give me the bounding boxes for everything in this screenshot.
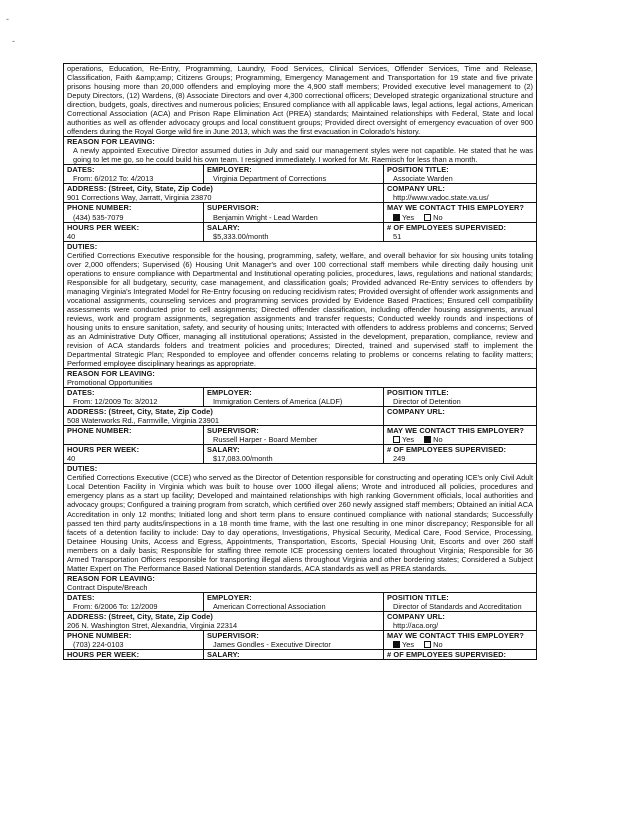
position-label: POSITION TITLE: (387, 388, 449, 398)
contact-no-label: No (433, 639, 443, 649)
employment-history-form (63, 63, 537, 660)
employer-value: Immigration Centers of America (ALDF) (213, 397, 343, 407)
supervisor-label: SUPERVISOR: (207, 426, 259, 436)
position-value: Director of Detention (393, 397, 461, 407)
phone-label: PHONE NUMBER: (67, 630, 132, 640)
address-row (64, 407, 536, 426)
contact-row (64, 426, 536, 445)
reason-value: A newly appointed Executive Director assumed duties in July and said our management styles were not capatible. He stated that he was going to let me go, so he could build his own team. I resigned immediately. I worked for Mr. Raemisch for less than a month. (73, 146, 533, 165)
contact-row (64, 203, 536, 222)
may-contact-label: MAY WE CONTACT THIS EMPLOYER? (387, 426, 525, 436)
reason-label: REASON FOR LEAVING: (67, 137, 155, 147)
hours-row (64, 650, 536, 659)
address-value: 901 Corrections Way, Jarratt, Virginia 23870 (67, 193, 212, 203)
reason-value: Contract Dispute/Breach (67, 582, 148, 592)
hours-row (64, 223, 536, 242)
job-header-row (64, 388, 536, 407)
duties-text: Certified Corrections Executive responsible for the housing, programming, safety, welfare, and overall behavior for six housing units totaling over 2,000 offenders; Supervised (6) Housing Unit Manager's and over 100 correctional staff members while directing daily housing unit operations to ensure compliance with Departmental and Institutional operating policies, procedures, laws, regulations and national standards; Responsible for all budgetary, security, case management, and classification goals; Provided advanced Re-Entry services to offenders by managing Virginia's Integrated Model for Re-Entry focusing on reducing recidivism rates; Provided oversight of offender work assignments and vocational assignments, counseling services and programming services provided by Evidence Based Practices; Ensured cell compatibility assessments were conducted prior to cell assignments; Directed offender classification, including offender housing assignments, annual reviews, work and program assignments, segregation assignments and transfer requests; Conducted weekly rounds and inspections of housing units to ensure sanitation, safety, and security of housing units; Interacted with offenders to address problems and concerns; Served as an Administrative Duty Officer, managing all institutional operations; Assisted in the development, preparation, compliance, review and revision of ACA standards folders and treatment policies and procedures; Directed, trained and supervised staff to implement the Departmental Strategic Plan; Responded to employee and offender concerns relating to problems or concerns relating to facility matters; Performed employee disciplinary hearings as appropriate. (67, 250, 533, 368)
supervisor-value: Russell Harper - Board Member (213, 435, 318, 445)
employer-value: American Correctional Association (213, 601, 326, 611)
contact-no-checkbox[interactable] (424, 641, 431, 648)
scan-mark: - (12, 36, 15, 46)
may-contact-label: MAY WE CONTACT THIS EMPLOYER? (387, 630, 525, 640)
address-row (64, 612, 536, 631)
duties-row (64, 464, 536, 573)
contact-yes-label: Yes (402, 639, 415, 649)
address-label: ADDRESS: (Street, City, State, Zip Code) (67, 611, 213, 621)
dates-value: From: 6/2012 To: 4/2013 (73, 174, 154, 184)
supervisor-label: SUPERVISOR: (207, 630, 259, 640)
supervised-label: # OF EMPLOYEES SUPERVISED: (387, 649, 507, 659)
reason-row (64, 369, 536, 388)
position-label: POSITION TITLE: (387, 165, 449, 175)
dates-label: DATES: (67, 592, 95, 602)
reason-value: Promotional Opportunities (67, 378, 153, 388)
salary-value: $5,333.00/month (213, 231, 269, 241)
supervised-value: 51 (393, 231, 402, 241)
contact-yes-label: Yes (402, 212, 415, 222)
company-url-value: http://www.vadoc.state.va.us/ (393, 193, 489, 203)
dates-label: DATES: (67, 388, 95, 398)
scan-mark: - (6, 14, 9, 24)
reason-row (64, 137, 536, 165)
contact-no-checkbox[interactable] (424, 214, 431, 221)
duties-text: Certified Corrections Executive (CCE) who served as the Director of Detention responsible for constructing and operating ICE's only Civil Adult Local Detention Facility in Virginia which was built to house over 1000 illegal aliens; Wrote and introduced all policies, procedures and emergency plans as a start up facility; Developed and maintained relationships with high ranking Government officials, local authorities and advocacy groups; Configured a training program from scratch, which certified over 260 newly assigned staff members; Obtained an initial ACA Accreditation in only 12 months; Initiated long and short term plans to ensure continued compliance with national standards; Successfully passed ten third party audits/inspections in a 18 month time frame, with the last one resulting in one minor discrepancy; Responsible for all facets of a detention facility to include: Day to day operations, Investigations, Physical Security, Medical Care, Food Service, Processing, Detainee Housing Units, Access and Egress, Appointments, Transportation, Escorts, Special Housing Unit, Escorts and over 260 staff members on a daily basis; Responsible for staffing three remote ICE processing centers located throughout Virginia; Responsible for 36 Armed Transportation Officers responsible for transporting illegal aliens throughout Virginia and other bordering states; Considered a Subject Matter Expert on The Performance Based National Detention standards, ACA standards as well as PREA standards. (67, 473, 533, 573)
employer-label: EMPLOYER: (207, 388, 252, 398)
reason-row (64, 574, 536, 593)
supervised-label: # OF EMPLOYEES SUPERVISED: (387, 222, 507, 232)
contact-yes-checkbox[interactable] (393, 436, 400, 443)
supervisor-value: Benjamin Wright - Lead Warden (213, 212, 318, 222)
duties-text: operations, Education, Re-Entry, Programming, Laundry, Food Services, Clinical Services, Offender Services, Time and Release, Classification, Faith &amp;amp; Citizens Groups; Programming, Emergency Management and Transportation for 19 state and five private prisons housing more than 20,000 offenders and employing more the 4,900 staff members; Provided executive level management to (2) Deputy Directors, (12) Wardens, (8) Associate Directors and over 4,300 correctional officers; Developed strategic organizational structure and direction, budgets, goals, directives and numerous policies; Ensured compliance with all applicable laws, legal actions, legal actions, American Correctional Association (ACA) and Prison Rape Elimination Act (PREA) standards; Maintained relationships with Federal, State and local authorities as well as offender advocacy groups and local constituent groups; Provided direct oversight of emergency evacuation of over 900 offenders during the Royal Gorge wild fire in June 2013, which was the first evacuation in Colorado's history. (67, 64, 533, 137)
duties-continued-row (64, 64, 536, 137)
hours-value: 40 (67, 231, 76, 241)
job-header-row (64, 165, 536, 184)
salary-label: SALARY: (207, 445, 240, 455)
address-label: ADDRESS: (Street, City, State, Zip Code) (67, 184, 213, 194)
salary-value: $17,083.00/month (213, 454, 273, 464)
address-label: ADDRESS: (Street, City, State, Zip Code) (67, 407, 213, 417)
salary-label: SALARY: (207, 649, 240, 659)
contact-no-label: No (433, 435, 443, 445)
employer-value: Virginia Department of Corrections (213, 174, 327, 184)
position-label: POSITION TITLE: (387, 592, 449, 602)
job-header-row (64, 593, 536, 612)
company-url-label: COMPANY URL: (387, 407, 445, 417)
supervised-label: # OF EMPLOYEES SUPERVISED: (387, 445, 507, 455)
duties-row (64, 242, 536, 369)
phone-value: (703) 224-0103 (73, 639, 124, 649)
contact-yes-checkbox[interactable] (393, 214, 400, 221)
position-value: Associate Warden (393, 174, 453, 184)
hours-label: HOURS PER WEEK: (67, 445, 140, 455)
supervisor-label: SUPERVISOR: (207, 203, 259, 213)
dates-value: From: 12/2009 To: 3/2012 (73, 397, 158, 407)
company-url-label: COMPANY URL: (387, 611, 445, 621)
company-url-value: http://aca.org/ (393, 620, 439, 630)
contact-yes-label: Yes (402, 435, 415, 445)
contact-no-checkbox[interactable] (424, 436, 431, 443)
duties-label: DUTIES: (67, 241, 98, 251)
reason-label: REASON FOR LEAVING: (67, 573, 155, 583)
supervised-value: 249 (393, 454, 406, 464)
phone-label: PHONE NUMBER: (67, 426, 132, 436)
dates-label: DATES: (67, 165, 95, 175)
employer-label: EMPLOYER: (207, 165, 252, 175)
phone-value: (434) 535-7079 (73, 212, 124, 222)
dates-value: From: 6/2006 To: 12/2009 (73, 601, 158, 611)
contact-no-label: No (433, 212, 443, 222)
reason-label: REASON FOR LEAVING: (67, 369, 155, 379)
may-contact-label: MAY WE CONTACT THIS EMPLOYER? (387, 203, 525, 213)
hours-label: HOURS PER WEEK: (67, 222, 140, 232)
phone-label: PHONE NUMBER: (67, 203, 132, 213)
hours-row (64, 445, 536, 464)
company-url-label: COMPANY URL: (387, 184, 445, 194)
address-value: 206 N. Washington Stret, Alexandria, Virginia 22314 (67, 620, 238, 630)
address-value: 508 Waterworks Rd., Farmville, Virginia 23901 (67, 416, 219, 426)
duties-label: DUTIES: (67, 464, 98, 474)
employer-label: EMPLOYER: (207, 592, 252, 602)
hours-label: HOURS PER WEEK: (67, 649, 140, 659)
contact-row (64, 631, 536, 650)
supervisor-value: James Gondles - Executive Director (213, 639, 331, 649)
hours-value: 40 (67, 454, 76, 464)
salary-label: SALARY: (207, 222, 240, 232)
contact-yes-checkbox[interactable] (393, 641, 400, 648)
position-value: Director of Standards and Accreditation (393, 601, 522, 611)
address-row (64, 184, 536, 203)
